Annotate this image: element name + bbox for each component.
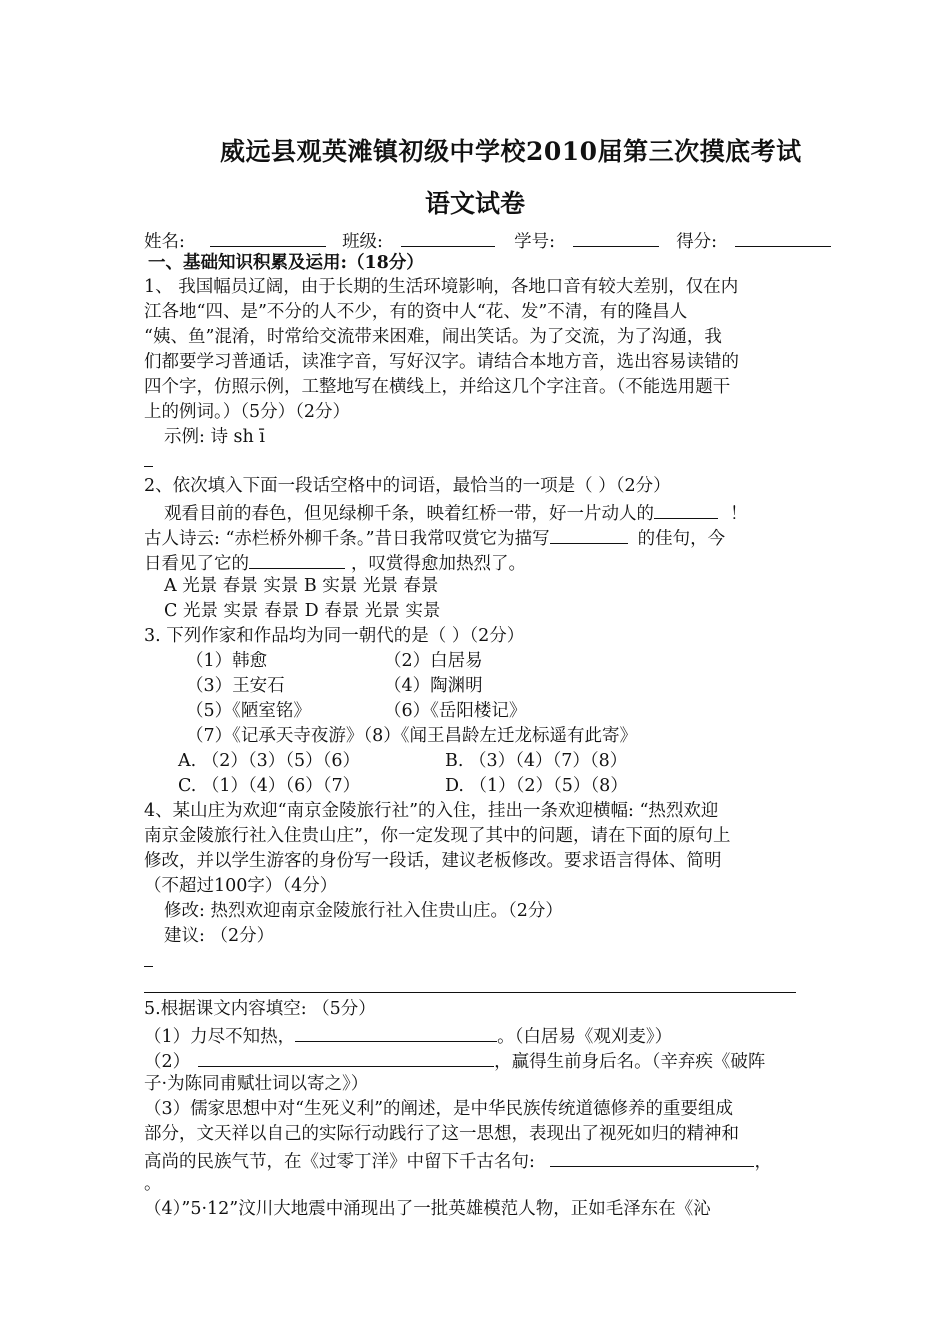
exam-subtitle: 语文试卷 <box>424 189 525 218</box>
q1-example: 示例: 诗 sh ī <box>164 427 265 447</box>
q5-text: ， <box>754 1152 772 1172</box>
q2-prompt: 2、依次填入下面一段话空格中的词语，最恰当的一项是（ ）（2分） <box>144 476 671 496</box>
q3-item: （3）王安石 <box>186 676 285 696</box>
score-field[interactable] <box>735 228 831 247</box>
q2-text: 的佳句，今 <box>637 529 726 549</box>
q1-answer-line[interactable] <box>144 466 153 467</box>
q3-option-b: B. （3）（4）（7）（8） <box>445 751 628 771</box>
q4-line: 南京金陵旅行社入住贵山庄”，你一定发现了其中的问题，请在下面的原句上 <box>144 826 731 846</box>
q2-options-cd: C 光景 实景 春景 D 春景 光景 实景 <box>164 601 441 621</box>
q2-passage-line <box>144 525 725 550</box>
q1-line: 1、 我国幅员辽阔，由于长期的生活环境影响，各地口音有较大差别，仅在内 <box>144 277 739 297</box>
q1-line: “姨、鱼”混淆，时常给交流带来困难，闹出笑话。为了交流，为了沟通，我 <box>144 327 722 347</box>
q3-prompt: 3. 下列作家和作品均为同一朝代的是（ ）（2分） <box>144 626 525 646</box>
q5-item-2 <box>144 1048 765 1073</box>
q2-text: 日看见了它的 <box>144 554 249 574</box>
q5-text: 高尚的民族气节，在《过零丁洋》中留下千古名句: <box>144 1152 541 1172</box>
q5-item-1 <box>144 1023 672 1048</box>
q2-text: ！ <box>730 504 748 524</box>
q4-line: 修改，并以学生游客的身份写一段话，建议老板修改。要求语言得体、简明 <box>144 851 722 871</box>
q2-options-ab: A 光景 春景 实景 B 实景 光景 春景 <box>164 576 439 596</box>
q3-item: （7）《记承天寺夜游》（8）《闻王昌龄左迁龙标遥有此寄》 <box>186 726 638 746</box>
q5-text: （2） <box>144 1052 191 1072</box>
q3-item: （1）韩愈 <box>186 651 268 671</box>
q5-text: （1）力尽不知热， <box>144 1027 296 1047</box>
q5-blank-2[interactable] <box>198 1048 494 1067</box>
class-label: 班级: <box>342 232 383 252</box>
student-info-row <box>144 228 831 253</box>
q4-modify: 修改: 热烈欢迎南京金陵旅行社入住贵山庄。（2分） <box>164 901 563 921</box>
q5-item-3 <box>144 1148 772 1173</box>
q2-text: ，叹赏得愈加热烈了。 <box>351 554 526 574</box>
q3-item: （6）《岳阳楼记》 <box>384 701 527 721</box>
q2-text: 观看目前的春色，但见绿柳千条，映着红桥一带，好一片动人的 <box>164 504 654 524</box>
q2-blank-2[interactable] <box>550 525 628 544</box>
q2-passage-line <box>164 500 748 525</box>
q5-item-4: （4）”5·12”汶川大地震中涌现出了一批英雄模范人物，正如毛泽东在《沁 <box>144 1199 711 1219</box>
q3-item: （2）白居易 <box>384 651 483 671</box>
section-heading: 一、基础知识积累及运用:（18分） <box>148 253 424 273</box>
q3-item: （5）《陋室铭》 <box>186 701 311 721</box>
q1-line: 上的例词。）（5分）（2分） <box>144 402 351 422</box>
q4-line: （不超过100字）（4分） <box>144 876 338 896</box>
class-field[interactable] <box>401 228 495 247</box>
student-id-label: 学号: <box>514 232 556 252</box>
q3-item: （4）陶渊明 <box>384 676 483 696</box>
q5-text: ，赢得生前身后名。（辛弃疾《破阵 <box>494 1052 766 1072</box>
q5-text: 。（白居易《观刈麦》） <box>497 1027 673 1047</box>
name-label: 姓名: <box>144 232 185 252</box>
q2-text: 古人诗云: “赤栏桥外柳千条。”昔日我常叹赏它为描写 <box>144 529 550 549</box>
q2-blank-1[interactable] <box>654 500 718 519</box>
q3-option-c: C. （1）（4）（6）（7） <box>178 776 361 796</box>
q5-heading: 5.根据课文内容填空: （5分） <box>144 999 376 1019</box>
q1-line: 四个字，仿照示例，工整地写在横线上，并给这几个字注音。（不能选用题干 <box>144 377 731 397</box>
q2-blank-3[interactable] <box>249 550 345 569</box>
q3-option-a: A. （2）（3）（5）（6） <box>178 751 361 771</box>
q4-suggest: 建议: （2分） <box>164 926 275 946</box>
name-field[interactable] <box>210 228 326 247</box>
score-label: 得分: <box>676 232 718 252</box>
divider-line <box>144 992 796 993</box>
q1-line: 们都要学习普通话，读准字音，写好汉字。请结合本地方音，选出容易读错的 <box>144 352 739 372</box>
q5-blank-3[interactable] <box>550 1148 754 1167</box>
q5-item-2-cont: 子·为陈同甫赋壮词以寄之》） <box>144 1074 369 1094</box>
q4-line: 4、某山庄为欢迎“南京金陵旅行社”的入住，挂出一条欢迎横幅: “热烈欢迎 <box>144 801 719 821</box>
q5-item-3: 部分，文天祥以自己的实际行动践行了这一思想，表现出了视死如归的精神和 <box>144 1124 739 1144</box>
q2-passage-line <box>144 550 526 575</box>
q3-option-d: D. （1）（2）（5）（8） <box>445 776 628 796</box>
q5-blank-1[interactable] <box>295 1023 497 1042</box>
exam-title: 威远县观英滩镇初级中学校2010届第三次摸底考试 <box>220 137 802 166</box>
q5-item-3-end: 。 <box>144 1174 162 1194</box>
q1-line: 江各地“四、是”不分的人不少，有的资中人“花、发”不清，有的隆昌人 <box>144 302 688 322</box>
q5-item-3: （3）儒家思想中对“生死义利”的阐述，是中华民族传统道德修养的重要组成 <box>144 1099 734 1119</box>
student-id-field[interactable] <box>573 228 659 247</box>
q4-answer-line[interactable] <box>144 966 153 967</box>
